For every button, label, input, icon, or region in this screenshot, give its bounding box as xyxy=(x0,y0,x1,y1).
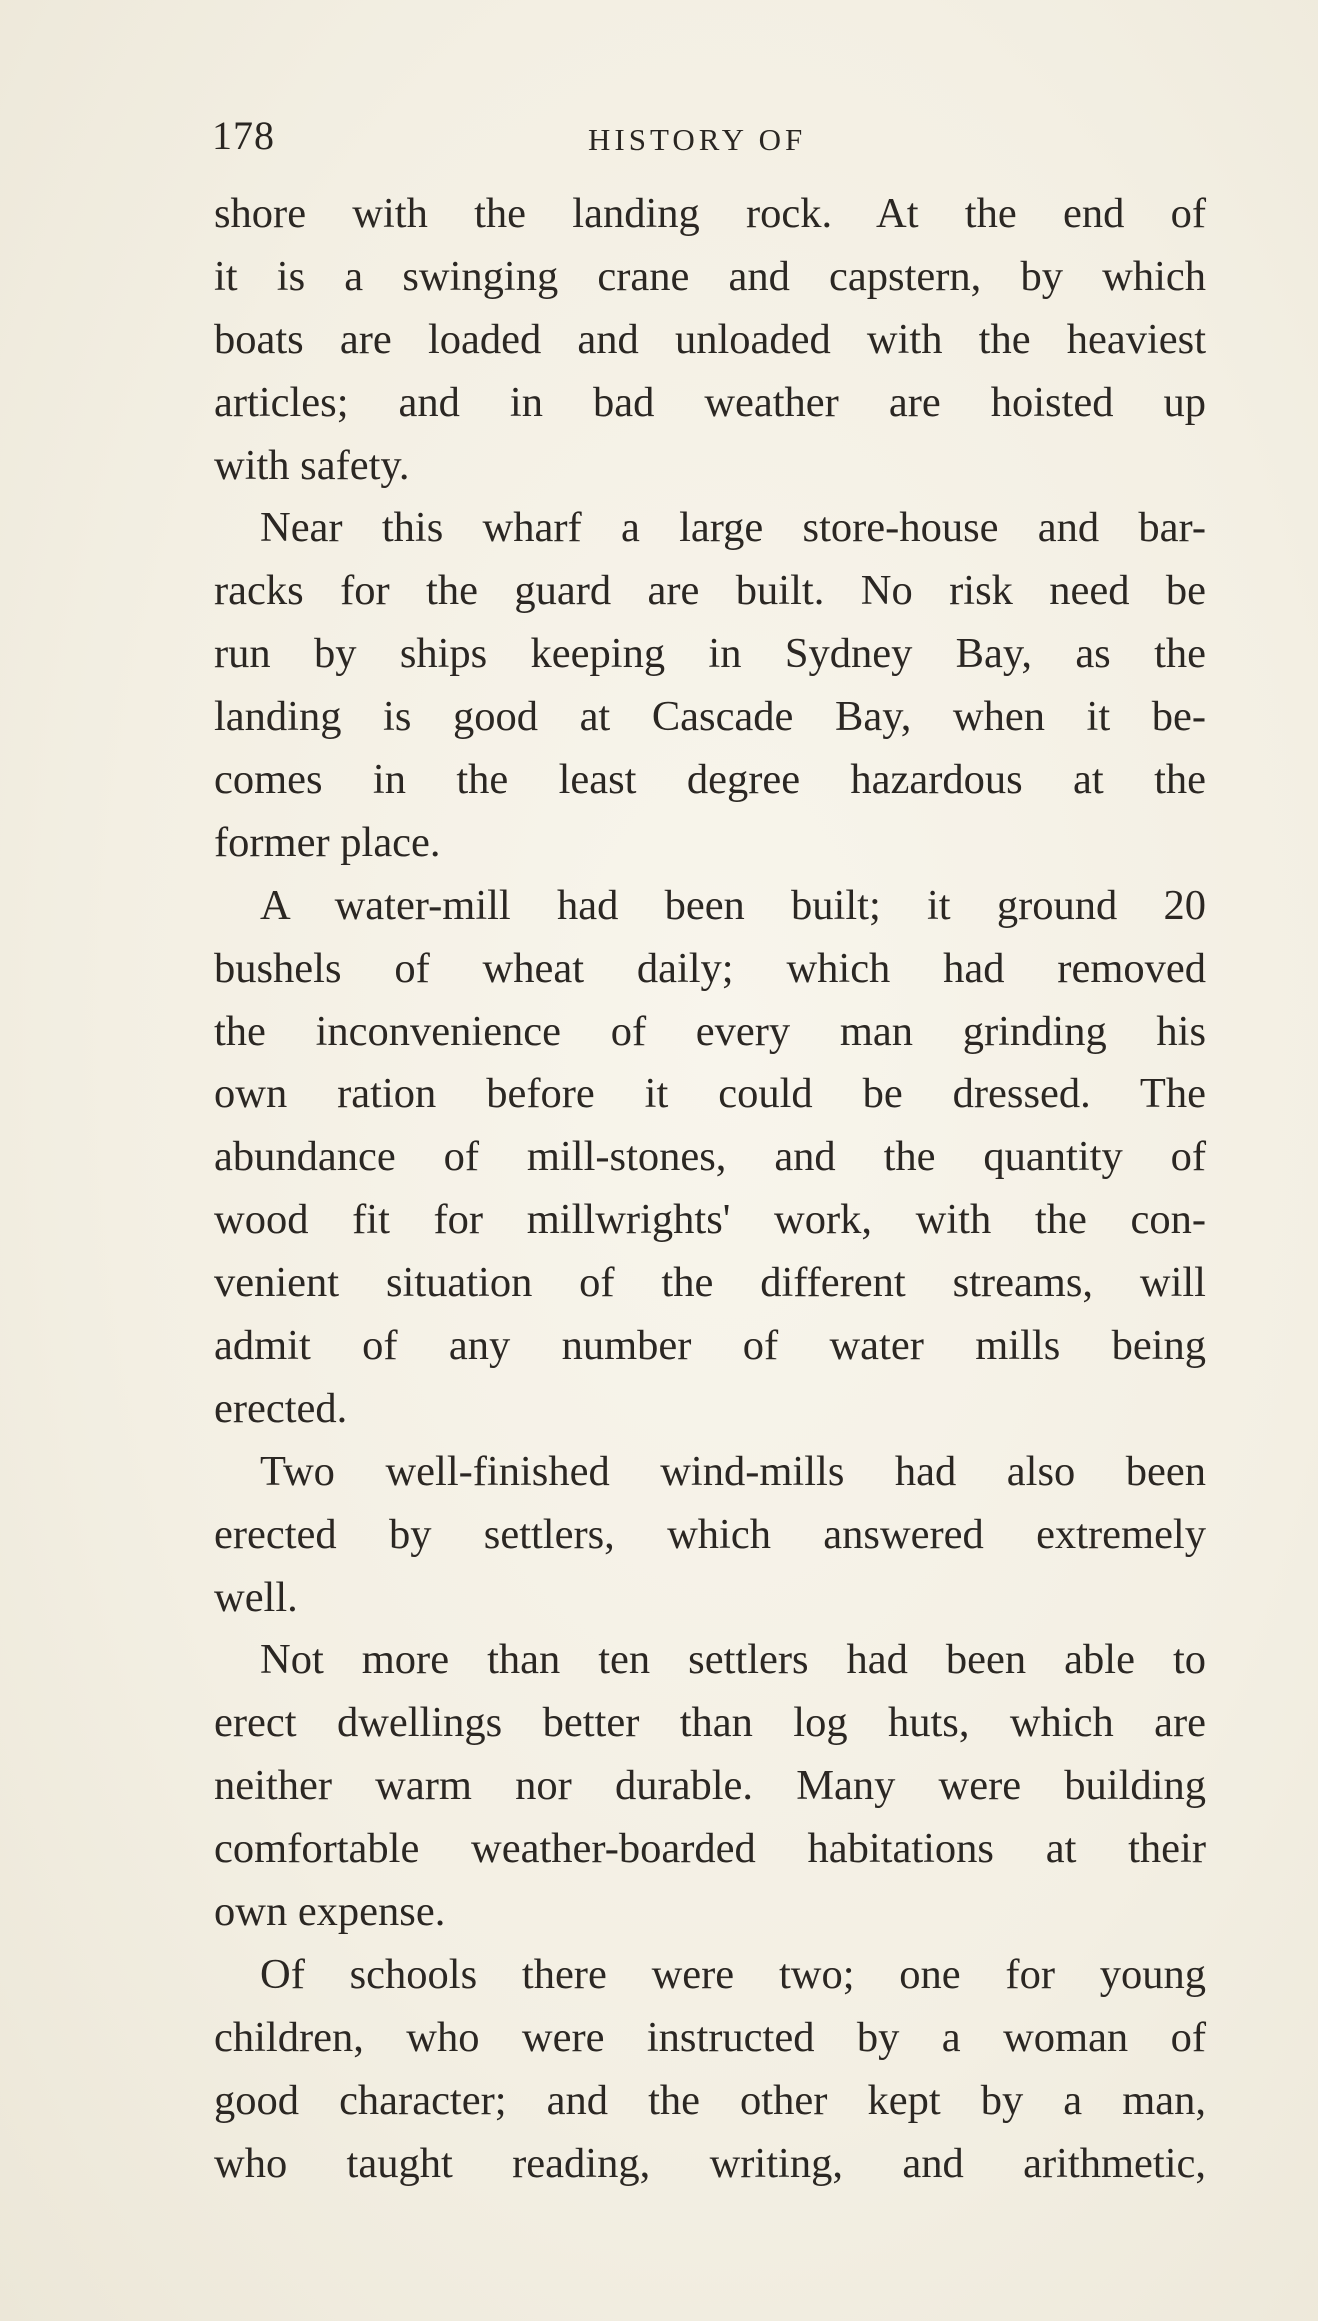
text-line: Of schools there were two; one for young xyxy=(260,1950,1206,1998)
text-line: A water-mill had been built; it ground 20 xyxy=(260,881,1206,929)
text-line: comfortable weather-boarded habitations at their xyxy=(214,1825,1206,1873)
text-line: run by ships keeping in Sydney Bay, as the xyxy=(214,630,1206,678)
text-line: wood fit for millwrights' work, with the con- xyxy=(214,1196,1206,1244)
text-line: Not more than ten settlers had been able to xyxy=(260,1636,1206,1684)
page-header xyxy=(212,112,1212,172)
running-head: HISTORY OF xyxy=(588,122,807,157)
text-line: Two well-finished wind-mills had also been xyxy=(260,1447,1206,1495)
text-line: articles; and in bad weather are hoisted up xyxy=(214,378,1206,426)
text-line: it is a swinging crane and capstern, by which xyxy=(214,252,1206,300)
text-line: shore with the landing rock. At the end of xyxy=(214,190,1206,237)
text-line: erected. xyxy=(214,1384,348,1432)
text-line: the inconvenience of every man grinding his xyxy=(214,1007,1206,1055)
text-line: bushels of wheat daily; which had removed xyxy=(214,944,1206,992)
text-line: own expense. xyxy=(214,1888,446,1936)
page-number: 178 xyxy=(212,113,275,158)
text-line: who taught reading, writing, and arithmetic, xyxy=(214,2139,1206,2187)
text-line: Near this wharf a large store-house and bar- xyxy=(260,504,1206,552)
text-line: comes in the least degree hazardous at the xyxy=(214,756,1206,804)
text-line: children, who were instructed by a woman of xyxy=(214,2013,1206,2061)
body-text xyxy=(214,183,1206,2196)
text-line: boats are loaded and unloaded with the heaviest xyxy=(214,315,1206,363)
text-line: good character; and the other kept by a man, xyxy=(214,2076,1206,2124)
text-line: well. xyxy=(214,1573,298,1621)
text-line: with safety. xyxy=(214,441,410,489)
text-line: racks for the guard are built. No risk need be xyxy=(214,567,1206,615)
text-line: former place. xyxy=(214,818,441,866)
text-line: erect dwellings better than log huts, which are xyxy=(214,1699,1206,1747)
text-line: erected by settlers, which answered extremely xyxy=(214,1510,1206,1558)
text-line: admit of any number of water mills being xyxy=(214,1322,1206,1370)
text-line: neither warm nor durable. Many were building xyxy=(214,1762,1206,1810)
text-line: venient situation of the different streams, will xyxy=(214,1259,1206,1307)
text-line: abundance of mill-stones, and the quantity of xyxy=(214,1133,1206,1181)
text-line: landing is good at Cascade Bay, when it be- xyxy=(214,693,1206,741)
text-line: own ration before it could be dressed. The xyxy=(214,1070,1206,1118)
